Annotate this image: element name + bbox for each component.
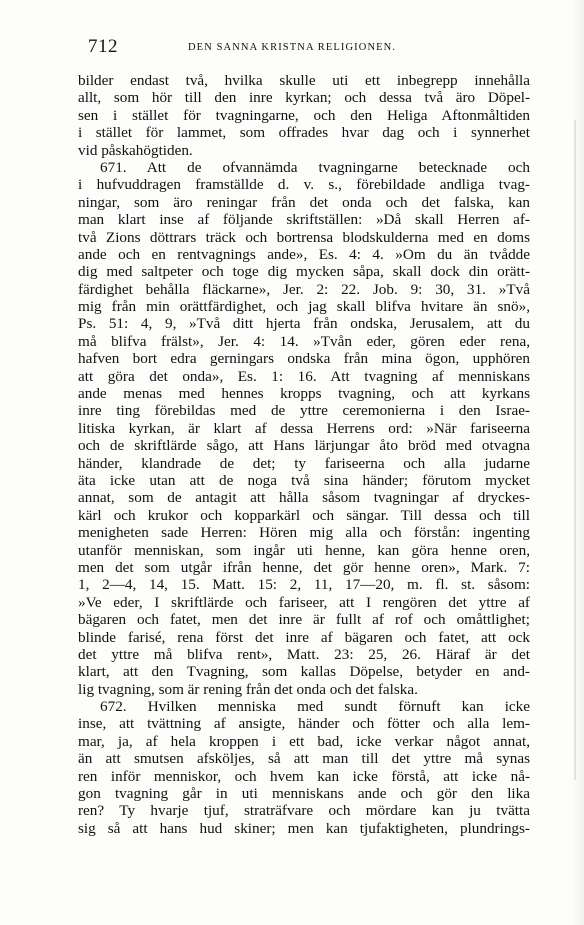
text-line: ren inför menniskor, och hvem kan icke förstå, att icke nå- — [78, 767, 530, 785]
text-line: lig tvagning, som är rening från det onda och det falska. — [78, 680, 418, 698]
text-line: ren? Ty hvarje tjuf, straträfvare och mördare kan ju tvätta — [78, 802, 530, 820]
text-line: att göra det onda», Es. 1: 16. Att tvagning af menniskans — [78, 367, 530, 385]
text-line: än att smutsen afsköljes, så att man till det yttre må synas — [78, 750, 530, 768]
text-line: 1, 2—4, 14, 15. Matt. 15: 2, 11, 17—20, m. fl. st. såsom: — [78, 576, 530, 594]
text-line: annat, som de antagit att hålla såsom tvagningar af dryckes- — [78, 489, 530, 507]
text-line: utanför menniskan, som ingår uti henne, kan göra henne oren, — [78, 541, 530, 559]
text-line: äta icke utan att de noga två sina händer; förutom mycket — [78, 471, 530, 489]
page-number: 712 — [88, 36, 118, 57]
text-line: sig så att hans hud skiner; men kan tjufaktigheten, plundrings- — [78, 819, 530, 837]
text-line: bilder endast två, hvilka skulle uti ett inbegrepp innehålla — [78, 72, 530, 89]
text-line: inse, att tvättning af ansigte, händer och fötter och alla lem- — [78, 715, 530, 733]
text-line: ande och en rentvagnings ande», Es. 4: 4. »Om du än tvådde — [78, 245, 530, 263]
text-line: ningar, som äro reningar från det onda och det falska, kan — [78, 193, 530, 211]
text-line: menigheten sade Herren: Hören mig alla och förstån: ingenting — [78, 524, 530, 542]
text-line: klart, att den Tvagning, som kallas Döpelse, betyder en and- — [78, 663, 530, 681]
text-line: sen i stället för tvagningarne, och den Heliga Aftonmåltiden — [78, 106, 530, 124]
text-line: mig från min orättfärdighet, och jag skall blifva hvitare än snö», — [78, 298, 530, 316]
text-line: två Zions döttrars träck och bortrensa blodskulderna med en doms — [78, 228, 530, 246]
text-line: mar, ja, af hela kroppen i ett bad, icke verkar något annat, — [78, 732, 530, 750]
text-line: Ps. 51: 4, 9, »Två ditt hjerta från ondska, Jerusalem, att du — [78, 315, 530, 333]
text-line: allt, som hör till den inre kyrkan; och dessa två äro Döpel- — [78, 89, 530, 107]
page-header — [78, 34, 530, 58]
text-line: man klart inse af följande skriftställen: »Då skall Herren af- — [78, 211, 530, 229]
text-line: vid påskahögtiden. — [78, 141, 193, 159]
text-line: och de skriftlärde sågo, att Hans lärjungar åto bröd med otvagna — [78, 437, 530, 455]
text-line: det yttre må blifva rent», Matt. 23: 25, 26. Häraf är det — [78, 645, 530, 663]
page-edge-line — [574, 120, 576, 780]
text-line: litiska kyrkan, är klart af dessa Herrens ord: »När fariseerna — [78, 419, 530, 437]
text-line: i stället för lammet, som offrades hvar dag och i synnerhet — [78, 124, 530, 142]
running-head: DEN SANNA KRISTNA RELIGIONEN. — [188, 42, 397, 53]
text-line: men det som utgår ifrån henne, det gör henne oren», Mark. 7: — [78, 558, 530, 576]
body-text — [78, 72, 530, 837]
paragraph-671-start: 671. Att de ofvannämda tvagningarne betecknade och — [100, 158, 530, 176]
text-line: i hufvuddragen framställde d. v. s., förebildade andliga tvag- — [78, 176, 530, 194]
text-line: hafven bort edra gerningars ondska från mina ögon, upphören — [78, 350, 530, 368]
text-line: »Ve eder, I skriftlärde och fariseer, att I rengören det yttre af — [78, 593, 530, 611]
text-line: må blifva frälst», Jer. 4: 14. »Tvån eder, gören eder rena, — [78, 332, 530, 350]
text-line: inre ting förebildas med de yttre ceremonierna i den Israe- — [78, 402, 530, 420]
text-line: bägaren och fatet, men det inre är fullt af rof och omåttlighet; — [78, 611, 530, 629]
paragraph-672-start: 672. Hvilken menniska med sundt förnuft kan icke — [100, 698, 530, 716]
text-line: dig med saltpeter och toge dig mycken såpa, skall dock din orätt- — [78, 263, 530, 281]
text-line: händer, klandrade de det; ty fariseerna och alla judarne — [78, 454, 530, 472]
text-line: gon tvagning går in uti menniskans ande och gör den lika — [78, 785, 530, 803]
text-line: ande menas med hennes kropps tvagning, och att kyrkans — [78, 385, 530, 403]
text-line: färdighet behålla fläckarne», Jer. 2: 22. Job. 9: 30, 31. »Två — [78, 280, 530, 298]
text-line: kärl och krukor och kopparkärl och sängar. Till dessa och till — [78, 506, 530, 524]
text-line: blinde farisé, rena först det inre af bägaren och fatet, att ock — [78, 628, 530, 646]
